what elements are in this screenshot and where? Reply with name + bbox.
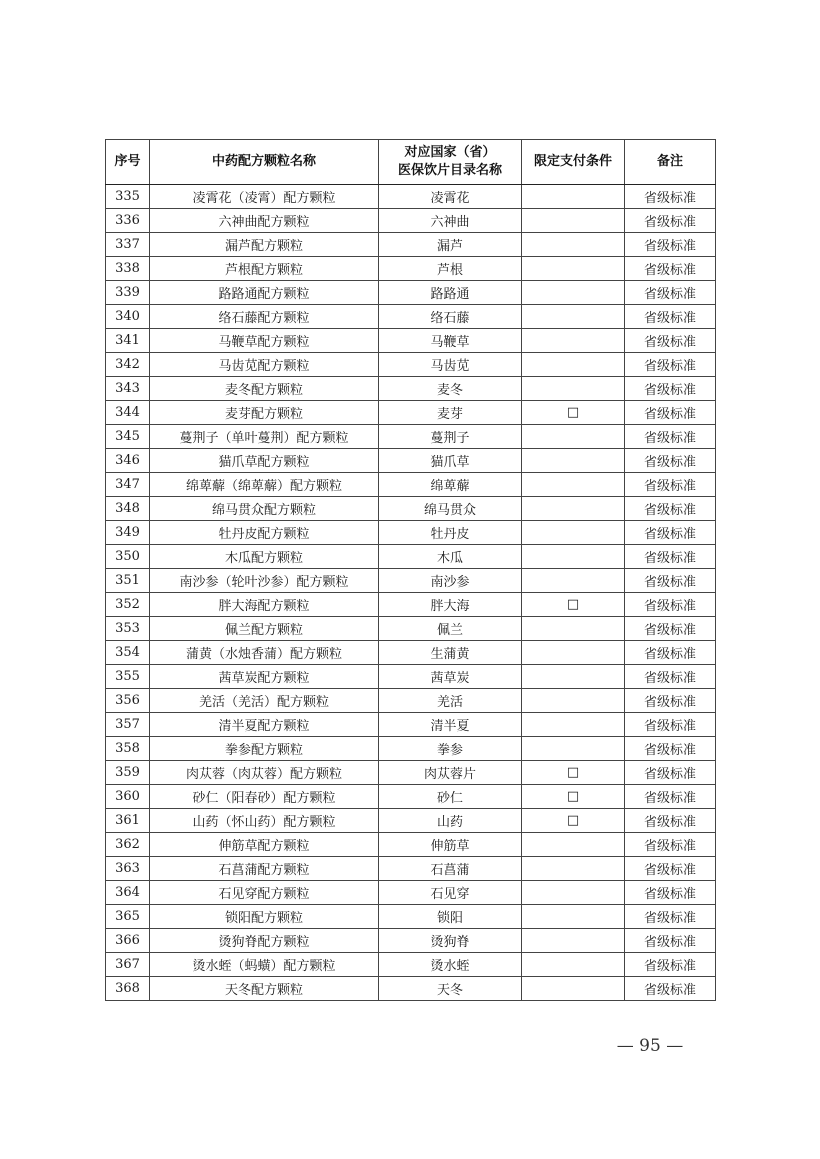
cell-catalog-name: 牡丹皮 [379, 521, 522, 545]
cell-serial-no: 361 [106, 809, 150, 833]
cell-granule-name: 肉苁蓉（肉苁蓉）配方颗粒 [150, 761, 379, 785]
cell-granule-name: 木瓜配方颗粒 [150, 545, 379, 569]
cell-payment-condition [522, 689, 625, 713]
cell-granule-name: 茜草炭配方颗粒 [150, 665, 379, 689]
table-row [106, 857, 716, 881]
cell-serial-no: 367 [106, 953, 150, 977]
table-row [106, 377, 716, 401]
cell-serial-no: 336 [106, 209, 150, 233]
cell-remark: 省级标准 [625, 257, 716, 281]
cell-catalog-name: 石菖蒲 [379, 857, 522, 881]
cell-catalog-name: 漏芦 [379, 233, 522, 257]
table-row [106, 905, 716, 929]
cell-remark: 省级标准 [625, 305, 716, 329]
cell-remark: 省级标准 [625, 761, 716, 785]
cell-granule-name: 天冬配方颗粒 [150, 977, 379, 1001]
cell-serial-no: 349 [106, 521, 150, 545]
cell-catalog-name: 佩兰 [379, 617, 522, 641]
cell-serial-no: 364 [106, 881, 150, 905]
cell-remark: 省级标准 [625, 545, 716, 569]
table-row [106, 593, 716, 617]
cell-granule-name: 芦根配方颗粒 [150, 257, 379, 281]
cell-payment-condition [522, 329, 625, 353]
cell-remark: 省级标准 [625, 713, 716, 737]
cell-payment-condition: □ [522, 593, 625, 617]
cell-payment-condition [522, 185, 625, 209]
cell-remark: 省级标准 [625, 617, 716, 641]
cell-payment-condition [522, 833, 625, 857]
table-row [106, 569, 716, 593]
header-catalog-line1: 对应国家（省） [404, 145, 496, 160]
cell-catalog-name: 烫狗脊 [379, 929, 522, 953]
table-row [106, 209, 716, 233]
cell-catalog-name: 羌活 [379, 689, 522, 713]
cell-payment-condition [522, 713, 625, 737]
cell-catalog-name: 清半夏 [379, 713, 522, 737]
cell-remark: 省级标准 [625, 569, 716, 593]
cell-serial-no: 358 [106, 737, 150, 761]
cell-remark: 省级标准 [625, 929, 716, 953]
cell-remark: 省级标准 [625, 881, 716, 905]
cell-payment-condition [522, 857, 625, 881]
cell-serial-no: 341 [106, 329, 150, 353]
table-row [106, 305, 716, 329]
cell-granule-name: 路路通配方颗粒 [150, 281, 379, 305]
cell-payment-condition [522, 233, 625, 257]
cell-payment-condition [522, 305, 625, 329]
table-row [106, 977, 716, 1001]
cell-granule-name: 绵马贯众配方颗粒 [150, 497, 379, 521]
cell-granule-name: 络石藤配方颗粒 [150, 305, 379, 329]
cell-remark: 省级标准 [625, 473, 716, 497]
cell-serial-no: 365 [106, 905, 150, 929]
cell-remark: 省级标准 [625, 521, 716, 545]
cell-granule-name: 六神曲配方颗粒 [150, 209, 379, 233]
table-row [106, 233, 716, 257]
table-row [106, 401, 716, 425]
table-row [106, 353, 716, 377]
cell-granule-name: 凌霄花（凌霄）配方颗粒 [150, 185, 379, 209]
cell-payment-condition [522, 425, 625, 449]
cell-serial-no: 340 [106, 305, 150, 329]
cell-catalog-name: 麦芽 [379, 401, 522, 425]
cell-catalog-name: 拳参 [379, 737, 522, 761]
cell-serial-no: 344 [106, 401, 150, 425]
cell-payment-condition [522, 737, 625, 761]
cell-catalog-name: 蔓荆子 [379, 425, 522, 449]
cell-serial-no: 339 [106, 281, 150, 305]
cell-payment-condition [522, 929, 625, 953]
cell-remark: 省级标准 [625, 953, 716, 977]
cell-catalog-name: 猫爪草 [379, 449, 522, 473]
cell-granule-name: 胖大海配方颗粒 [150, 593, 379, 617]
cell-granule-name: 牡丹皮配方颗粒 [150, 521, 379, 545]
cell-granule-name: 烫水蛭（蚂蟥）配方颗粒 [150, 953, 379, 977]
cell-serial-no: 352 [106, 593, 150, 617]
cell-granule-name: 伸筋草配方颗粒 [150, 833, 379, 857]
header-row [106, 140, 716, 185]
cell-remark: 省级标准 [625, 641, 716, 665]
cell-serial-no: 345 [106, 425, 150, 449]
cell-payment-condition [522, 665, 625, 689]
cell-granule-name: 蒲黄（水烛香蒲）配方颗粒 [150, 641, 379, 665]
cell-granule-name: 南沙参（轮叶沙参）配方颗粒 [150, 569, 379, 593]
cell-serial-no: 353 [106, 617, 150, 641]
cell-catalog-name: 石见穿 [379, 881, 522, 905]
cell-catalog-name: 木瓜 [379, 545, 522, 569]
cell-payment-condition: □ [522, 761, 625, 785]
cell-remark: 省级标准 [625, 497, 716, 521]
cell-granule-name: 麦芽配方颗粒 [150, 401, 379, 425]
cell-payment-condition: □ [522, 785, 625, 809]
cell-serial-no: 338 [106, 257, 150, 281]
cell-catalog-name: 六神曲 [379, 209, 522, 233]
table-row [106, 257, 716, 281]
cell-payment-condition [522, 977, 625, 1001]
cell-serial-no: 347 [106, 473, 150, 497]
cell-granule-name: 锁阳配方颗粒 [150, 905, 379, 929]
table-row [106, 185, 716, 209]
cell-serial-no: 343 [106, 377, 150, 401]
cell-serial-no: 346 [106, 449, 150, 473]
cell-remark: 省级标准 [625, 665, 716, 689]
cell-serial-no: 351 [106, 569, 150, 593]
cell-payment-condition [522, 473, 625, 497]
cell-granule-name: 拳参配方颗粒 [150, 737, 379, 761]
cell-remark: 省级标准 [625, 833, 716, 857]
cell-serial-no: 342 [106, 353, 150, 377]
cell-remark: 省级标准 [625, 593, 716, 617]
cell-serial-no: 348 [106, 497, 150, 521]
table-row [106, 617, 716, 641]
cell-granule-name: 砂仁（阳春砂）配方颗粒 [150, 785, 379, 809]
cell-remark: 省级标准 [625, 785, 716, 809]
cell-remark: 省级标准 [625, 281, 716, 305]
formula-granule-catalog-table [105, 139, 716, 1001]
cell-granule-name: 佩兰配方颗粒 [150, 617, 379, 641]
header-name: 中药配方颗粒名称 [150, 140, 379, 185]
table-row [106, 809, 716, 833]
cell-remark: 省级标准 [625, 377, 716, 401]
cell-granule-name: 绵萆薢（绵萆薢）配方颗粒 [150, 473, 379, 497]
cell-payment-condition: □ [522, 401, 625, 425]
cell-serial-no: 366 [106, 929, 150, 953]
cell-catalog-name: 天冬 [379, 977, 522, 1001]
cell-serial-no: 337 [106, 233, 150, 257]
cell-catalog-name: 山药 [379, 809, 522, 833]
cell-catalog-name: 烫水蛭 [379, 953, 522, 977]
cell-payment-condition [522, 497, 625, 521]
table-body [106, 185, 716, 1001]
cell-catalog-name: 麦冬 [379, 377, 522, 401]
page-number: — 95 — [616, 1036, 684, 1056]
cell-serial-no: 357 [106, 713, 150, 737]
cell-granule-name: 清半夏配方颗粒 [150, 713, 379, 737]
cell-serial-no: 350 [106, 545, 150, 569]
cell-serial-no: 360 [106, 785, 150, 809]
cell-serial-no: 355 [106, 665, 150, 689]
cell-catalog-name: 绵萆薢 [379, 473, 522, 497]
cell-catalog-name: 路路通 [379, 281, 522, 305]
header-catalog-line2: 医保饮片目录名称 [397, 163, 502, 178]
header-condition: 限定支付条件 [522, 140, 625, 185]
table-row [106, 833, 716, 857]
cell-granule-name: 烫狗脊配方颗粒 [150, 929, 379, 953]
cell-remark: 省级标准 [625, 185, 716, 209]
cell-payment-condition [522, 953, 625, 977]
cell-remark: 省级标准 [625, 329, 716, 353]
cell-remark: 省级标准 [625, 401, 716, 425]
cell-payment-condition [522, 617, 625, 641]
table-row [106, 521, 716, 545]
cell-catalog-name: 伸筋草 [379, 833, 522, 857]
cell-remark: 省级标准 [625, 689, 716, 713]
cell-payment-condition [522, 209, 625, 233]
cell-serial-no: 363 [106, 857, 150, 881]
cell-payment-condition: □ [522, 809, 625, 833]
table-row [106, 425, 716, 449]
cell-remark: 省级标准 [625, 857, 716, 881]
header-catalog [379, 140, 522, 185]
cell-payment-condition [522, 545, 625, 569]
cell-payment-condition [522, 905, 625, 929]
cell-catalog-name: 马齿苋 [379, 353, 522, 377]
table-row [106, 689, 716, 713]
cell-granule-name: 马齿苋配方颗粒 [150, 353, 379, 377]
cell-catalog-name: 绵马贯众 [379, 497, 522, 521]
table-header [106, 140, 716, 185]
table-row [106, 473, 716, 497]
cell-remark: 省级标准 [625, 737, 716, 761]
cell-granule-name: 猫爪草配方颗粒 [150, 449, 379, 473]
cell-catalog-name: 砂仁 [379, 785, 522, 809]
header-remark: 备注 [625, 140, 716, 185]
cell-payment-condition [522, 281, 625, 305]
cell-payment-condition [522, 449, 625, 473]
table-row [106, 953, 716, 977]
cell-catalog-name: 芦根 [379, 257, 522, 281]
table-row [106, 761, 716, 785]
table-row [106, 713, 716, 737]
table-row [106, 929, 716, 953]
cell-serial-no: 335 [106, 185, 150, 209]
cell-serial-no: 368 [106, 977, 150, 1001]
cell-granule-name: 羌活（羌活）配方颗粒 [150, 689, 379, 713]
cell-remark: 省级标准 [625, 353, 716, 377]
table-row [106, 449, 716, 473]
cell-granule-name: 马鞭草配方颗粒 [150, 329, 379, 353]
cell-payment-condition [522, 641, 625, 665]
table-row [106, 881, 716, 905]
cell-remark: 省级标准 [625, 905, 716, 929]
header-no: 序号 [106, 140, 150, 185]
cell-catalog-name: 肉苁蓉片 [379, 761, 522, 785]
cell-granule-name: 石见穿配方颗粒 [150, 881, 379, 905]
cell-granule-name: 石菖蒲配方颗粒 [150, 857, 379, 881]
cell-payment-condition [522, 377, 625, 401]
table-row [106, 545, 716, 569]
cell-remark: 省级标准 [625, 425, 716, 449]
cell-granule-name: 山药（怀山药）配方颗粒 [150, 809, 379, 833]
cell-remark: 省级标准 [625, 233, 716, 257]
cell-payment-condition [522, 257, 625, 281]
cell-remark: 省级标准 [625, 809, 716, 833]
table-row [106, 785, 716, 809]
cell-serial-no: 359 [106, 761, 150, 785]
cell-payment-condition [522, 881, 625, 905]
cell-payment-condition [522, 521, 625, 545]
cell-payment-condition [522, 569, 625, 593]
table-row [106, 329, 716, 353]
cell-catalog-name: 锁阳 [379, 905, 522, 929]
cell-serial-no: 362 [106, 833, 150, 857]
cell-catalog-name: 茜草炭 [379, 665, 522, 689]
cell-catalog-name: 络石藤 [379, 305, 522, 329]
cell-catalog-name: 胖大海 [379, 593, 522, 617]
table-row [106, 665, 716, 689]
cell-payment-condition [522, 353, 625, 377]
cell-granule-name: 蔓荆子（单叶蔓荆）配方颗粒 [150, 425, 379, 449]
cell-granule-name: 漏芦配方颗粒 [150, 233, 379, 257]
table-row [106, 641, 716, 665]
cell-catalog-name: 南沙参 [379, 569, 522, 593]
cell-catalog-name: 凌霄花 [379, 185, 522, 209]
cell-remark: 省级标准 [625, 977, 716, 1001]
cell-catalog-name: 生蒲黄 [379, 641, 522, 665]
table-row [106, 497, 716, 521]
table-row [106, 737, 716, 761]
cell-granule-name: 麦冬配方颗粒 [150, 377, 379, 401]
cell-serial-no: 356 [106, 689, 150, 713]
table-row [106, 281, 716, 305]
cell-remark: 省级标准 [625, 209, 716, 233]
cell-serial-no: 354 [106, 641, 150, 665]
cell-remark: 省级标准 [625, 449, 716, 473]
cell-catalog-name: 马鞭草 [379, 329, 522, 353]
